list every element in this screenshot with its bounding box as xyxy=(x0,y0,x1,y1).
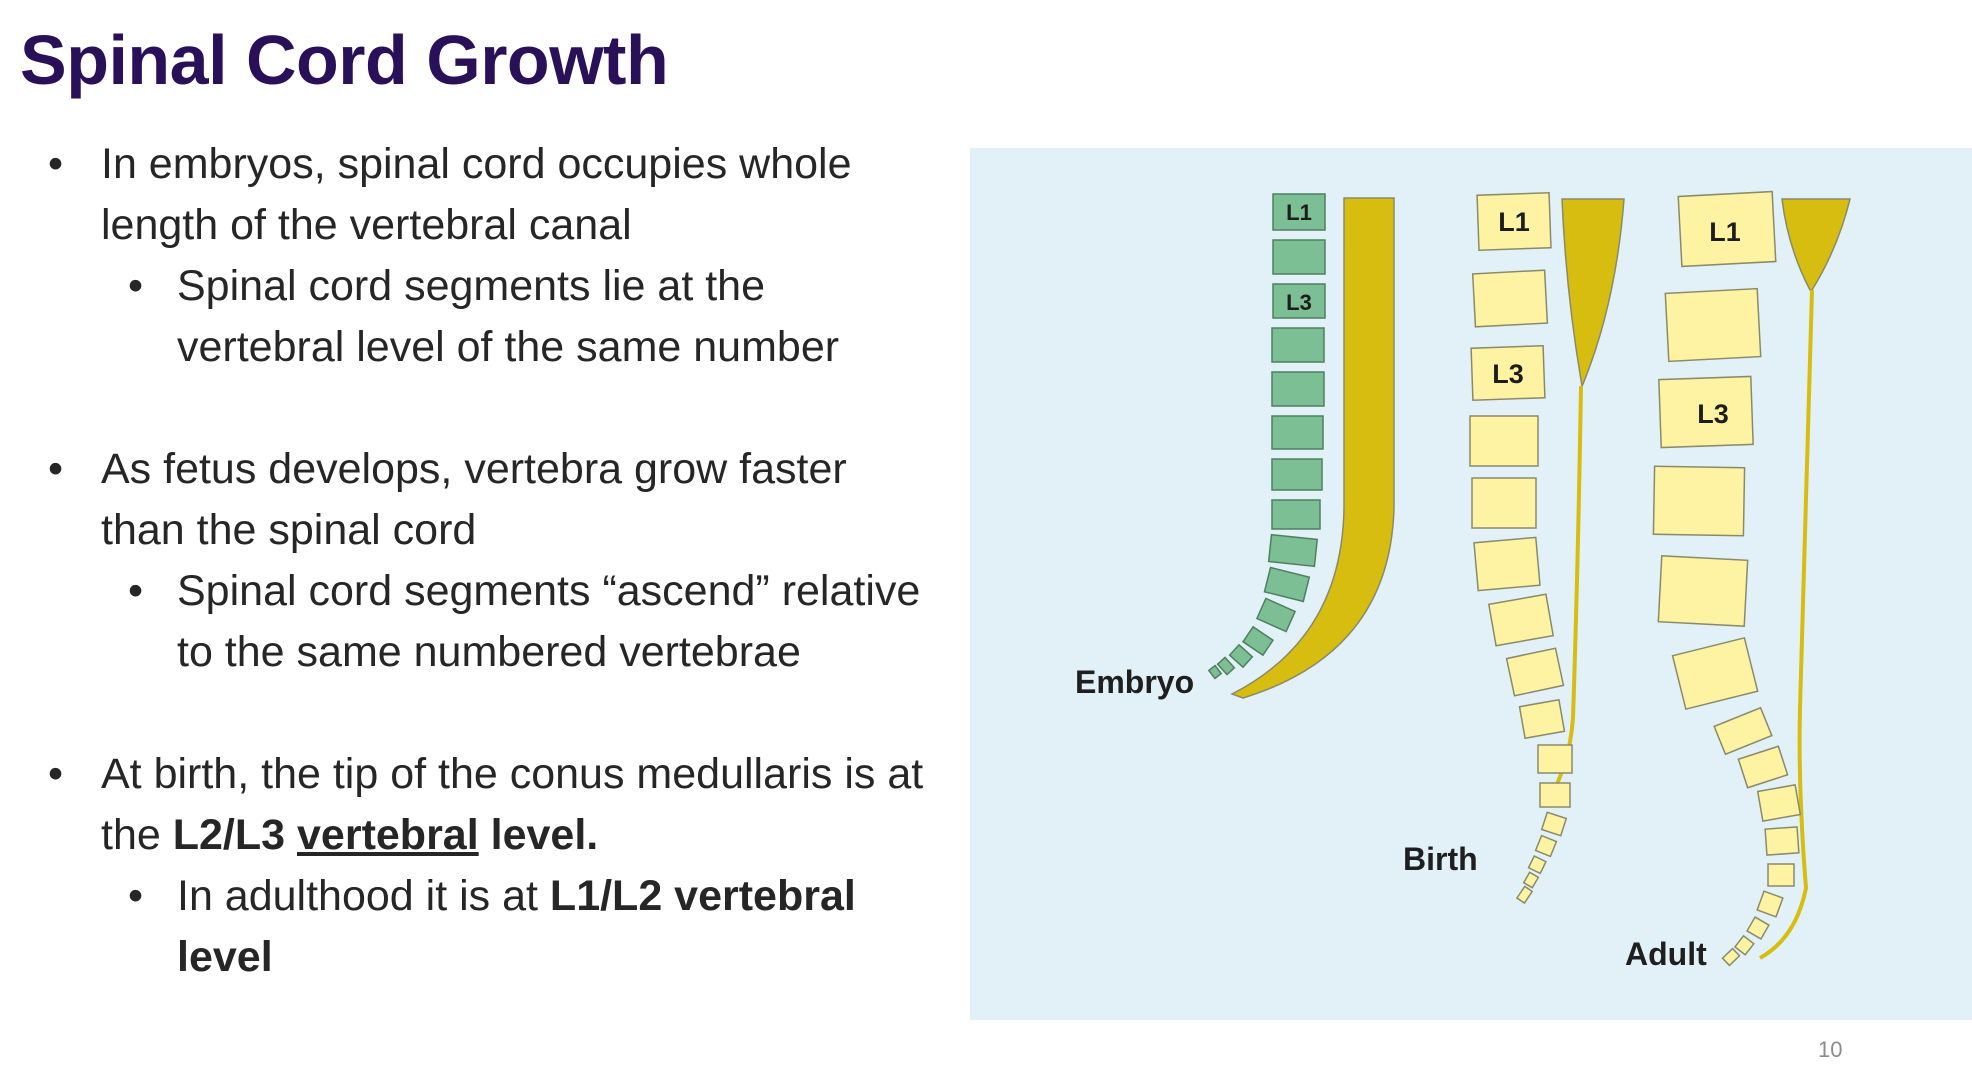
birth-vertebra xyxy=(1538,745,1572,773)
adult-l1-label: L1 xyxy=(1709,217,1741,247)
bullet-birth-level-word: level. xyxy=(490,811,599,859)
adult-vertebra xyxy=(1765,827,1799,855)
embryo-vertebra xyxy=(1272,416,1323,449)
birth-label: Birth xyxy=(1403,841,1478,877)
embryo-l3-label: L3 xyxy=(1286,290,1312,315)
subbullet-adult-text: In adulthood it is at xyxy=(177,872,550,920)
birth-l1-label: L1 xyxy=(1498,207,1530,237)
bullet-birth xyxy=(48,744,928,866)
adult-vertebra xyxy=(1653,466,1744,536)
embryo-label: Embryo xyxy=(1075,664,1195,700)
birth-vertebra xyxy=(1489,594,1553,645)
figure-background xyxy=(970,148,1972,1020)
birth-vertebra xyxy=(1520,700,1565,738)
page-title: Spinal Cord Growth xyxy=(20,21,669,99)
birth-vertebra xyxy=(1540,783,1570,807)
embryo-vertebra xyxy=(1272,459,1322,490)
birth-l3-label: L3 xyxy=(1492,359,1524,389)
spinal-cord-diagram xyxy=(970,148,1972,1020)
embryo-vertebra-l2 xyxy=(1273,240,1325,274)
embryo-l1-label: L1 xyxy=(1286,200,1312,225)
adult-vertebra xyxy=(1768,864,1794,886)
embryo-vertebra xyxy=(1272,328,1324,362)
bullet-birth-text: At birth, the tip of the conus medullaris is at the xyxy=(101,750,924,859)
subbullet-adult-level: L1/L2 vertebral level xyxy=(177,872,856,981)
birth-vertebra-l2 xyxy=(1473,270,1548,327)
subbullet-adult xyxy=(48,866,928,988)
adult-vertebra xyxy=(1658,556,1747,626)
embryo-vertebra xyxy=(1269,535,1318,567)
birth-vertebra xyxy=(1470,416,1538,466)
bullet-embryo: • In embryos, spinal cord occupies whole length of the vertebral canal xyxy=(48,134,928,256)
subbullet-fetus: • Spinal cord segments “ascend” relative to the same numbered vertebrae xyxy=(48,561,928,683)
subbullet-embryo: • Spinal cord segments lie at the vertebral level of the same number xyxy=(48,256,928,378)
embryo-vertebra xyxy=(1272,500,1320,529)
bullet-list xyxy=(48,134,928,988)
birth-vertebra xyxy=(1474,537,1540,590)
adult-l3-label: L3 xyxy=(1697,399,1729,429)
bullet-fetus: • As fetus develops, vertebra grow faster than the spinal cord xyxy=(48,439,928,561)
embryo-vertebra xyxy=(1272,372,1324,406)
spinal-cord-figure xyxy=(970,148,1972,1020)
adult-vertebra xyxy=(1758,785,1801,821)
bullet-birth-vertebral: vertebral xyxy=(297,811,479,859)
page-number: 10 xyxy=(1818,1037,1843,1062)
bullet-birth-level: L2/L3 xyxy=(172,811,286,859)
birth-vertebra xyxy=(1472,478,1536,528)
adult-vertebra-l2 xyxy=(1665,289,1760,362)
adult-label: Adult xyxy=(1625,936,1707,972)
